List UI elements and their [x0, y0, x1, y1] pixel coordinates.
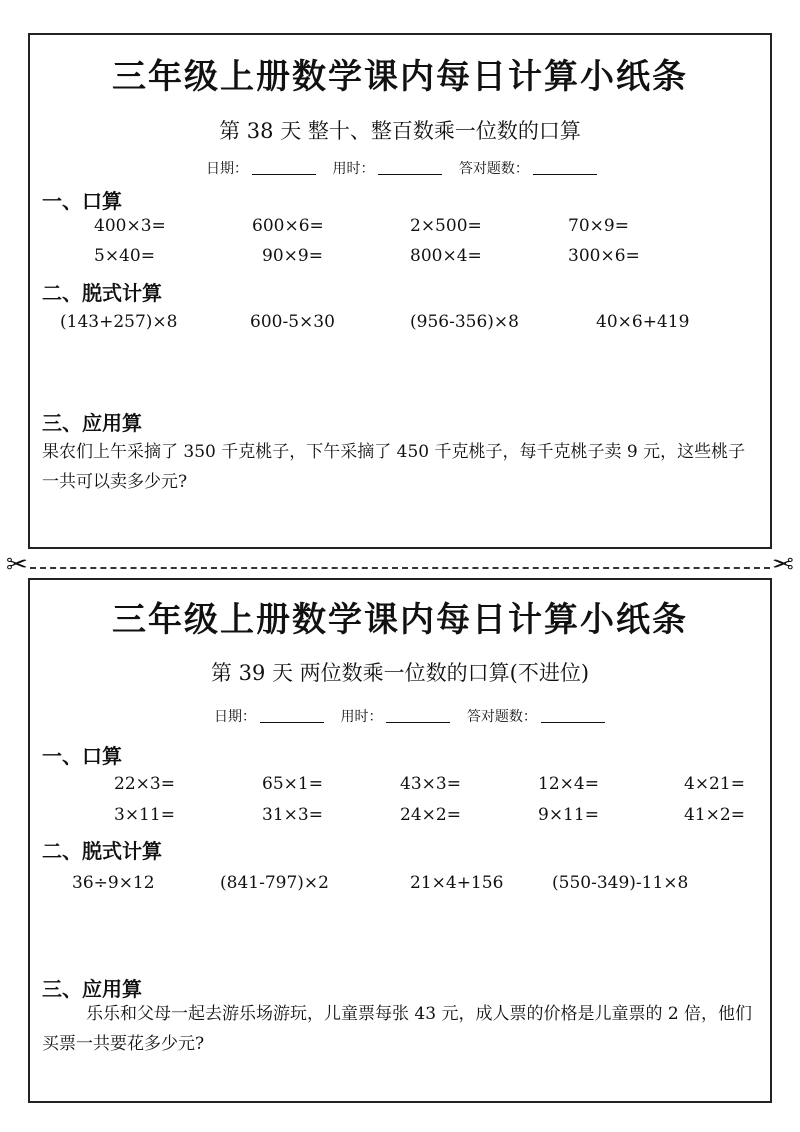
oral-question: 24×2=	[400, 805, 461, 825]
oral-question: 300×6=	[568, 246, 640, 266]
date-blank[interactable]	[260, 708, 324, 723]
meta-row	[206, 158, 609, 178]
oral-question: 41×2=	[684, 805, 745, 825]
correct-blank[interactable]	[541, 708, 605, 723]
step-question: 600-5×30	[250, 312, 335, 332]
section-word-problem: 三、应用算	[42, 411, 142, 435]
oral-question: 5×40=	[94, 246, 155, 266]
sheet-title: 三年级上册数学课内每日计算小纸条	[112, 57, 688, 97]
oral-question: 70×9=	[568, 216, 629, 236]
oral-question: 65×1=	[262, 774, 323, 794]
word-problem-text: 乐乐和父母一起去游乐场游玩，儿童票每张 43 元，成人票的价格是儿童票的 2 倍，他们买票一共要花多少元?	[42, 1004, 753, 1054]
date-label: 日期：	[214, 709, 256, 725]
worksheet-day-39	[28, 578, 772, 1103]
oral-question: 90×9=	[262, 246, 323, 266]
oral-question: 600×6=	[252, 216, 324, 236]
step-question: 36÷9×12	[72, 873, 155, 893]
section-step-calc: 二、脱式计算	[42, 839, 162, 863]
scissors-icon: ✂	[772, 550, 794, 580]
correct-blank[interactable]	[533, 160, 597, 175]
section-oral: 一、口算	[42, 744, 122, 768]
day-subtitle: 第 38 天 整十、整百数乘一位数的口算	[219, 119, 581, 143]
oral-question: 43×3=	[400, 774, 461, 794]
oral-question: 4×21=	[684, 774, 745, 794]
sheet-title: 三年级上册数学课内每日计算小纸条	[112, 600, 688, 640]
section-oral: 一、口算	[42, 189, 122, 213]
oral-question: 9×11=	[538, 805, 599, 825]
oral-question: 31×3=	[262, 805, 323, 825]
date-blank[interactable]	[252, 160, 316, 175]
section-step-calc: 二、脱式计算	[42, 281, 162, 305]
step-question: (143+257)×8	[60, 312, 178, 332]
correct-label: 答对题数：	[466, 709, 537, 725]
oral-question: 3×11=	[114, 805, 175, 825]
word-problem-text: 果农们上午采摘了 350 千克桃子，下午采摘了 450 千克桃子，每千克桃子卖 9 元，这些桃子一共可以卖多少元?	[42, 442, 746, 492]
step-question: 21×4+156	[410, 873, 504, 893]
worksheet-day-38	[28, 33, 772, 549]
oral-question: 800×4=	[410, 246, 482, 266]
cut-line	[30, 567, 770, 569]
time-blank[interactable]	[386, 708, 450, 723]
day-subtitle: 第 39 天 两位数乘一位数的口算(不进位)	[210, 661, 590, 685]
oral-question: 22×3=	[114, 774, 175, 794]
scissors-icon: ✂	[6, 550, 28, 580]
step-question: (841-797)×2	[220, 873, 329, 893]
time-label: 用时：	[332, 161, 375, 177]
oral-question: 12×4=	[538, 774, 599, 794]
step-question: 40×6+419	[596, 312, 690, 332]
step-question: (956-356)×8	[410, 312, 519, 332]
time-blank[interactable]	[378, 160, 442, 175]
meta-row	[214, 706, 617, 726]
date-label: 日期：	[206, 161, 248, 177]
oral-question: 2×500=	[410, 216, 482, 236]
step-question: (550-349)-11×8	[552, 873, 689, 893]
time-label: 用时：	[340, 709, 383, 725]
correct-label: 答对题数：	[458, 161, 529, 177]
section-word-problem: 三、应用算	[42, 977, 142, 1001]
oral-question: 400×3=	[94, 216, 166, 236]
